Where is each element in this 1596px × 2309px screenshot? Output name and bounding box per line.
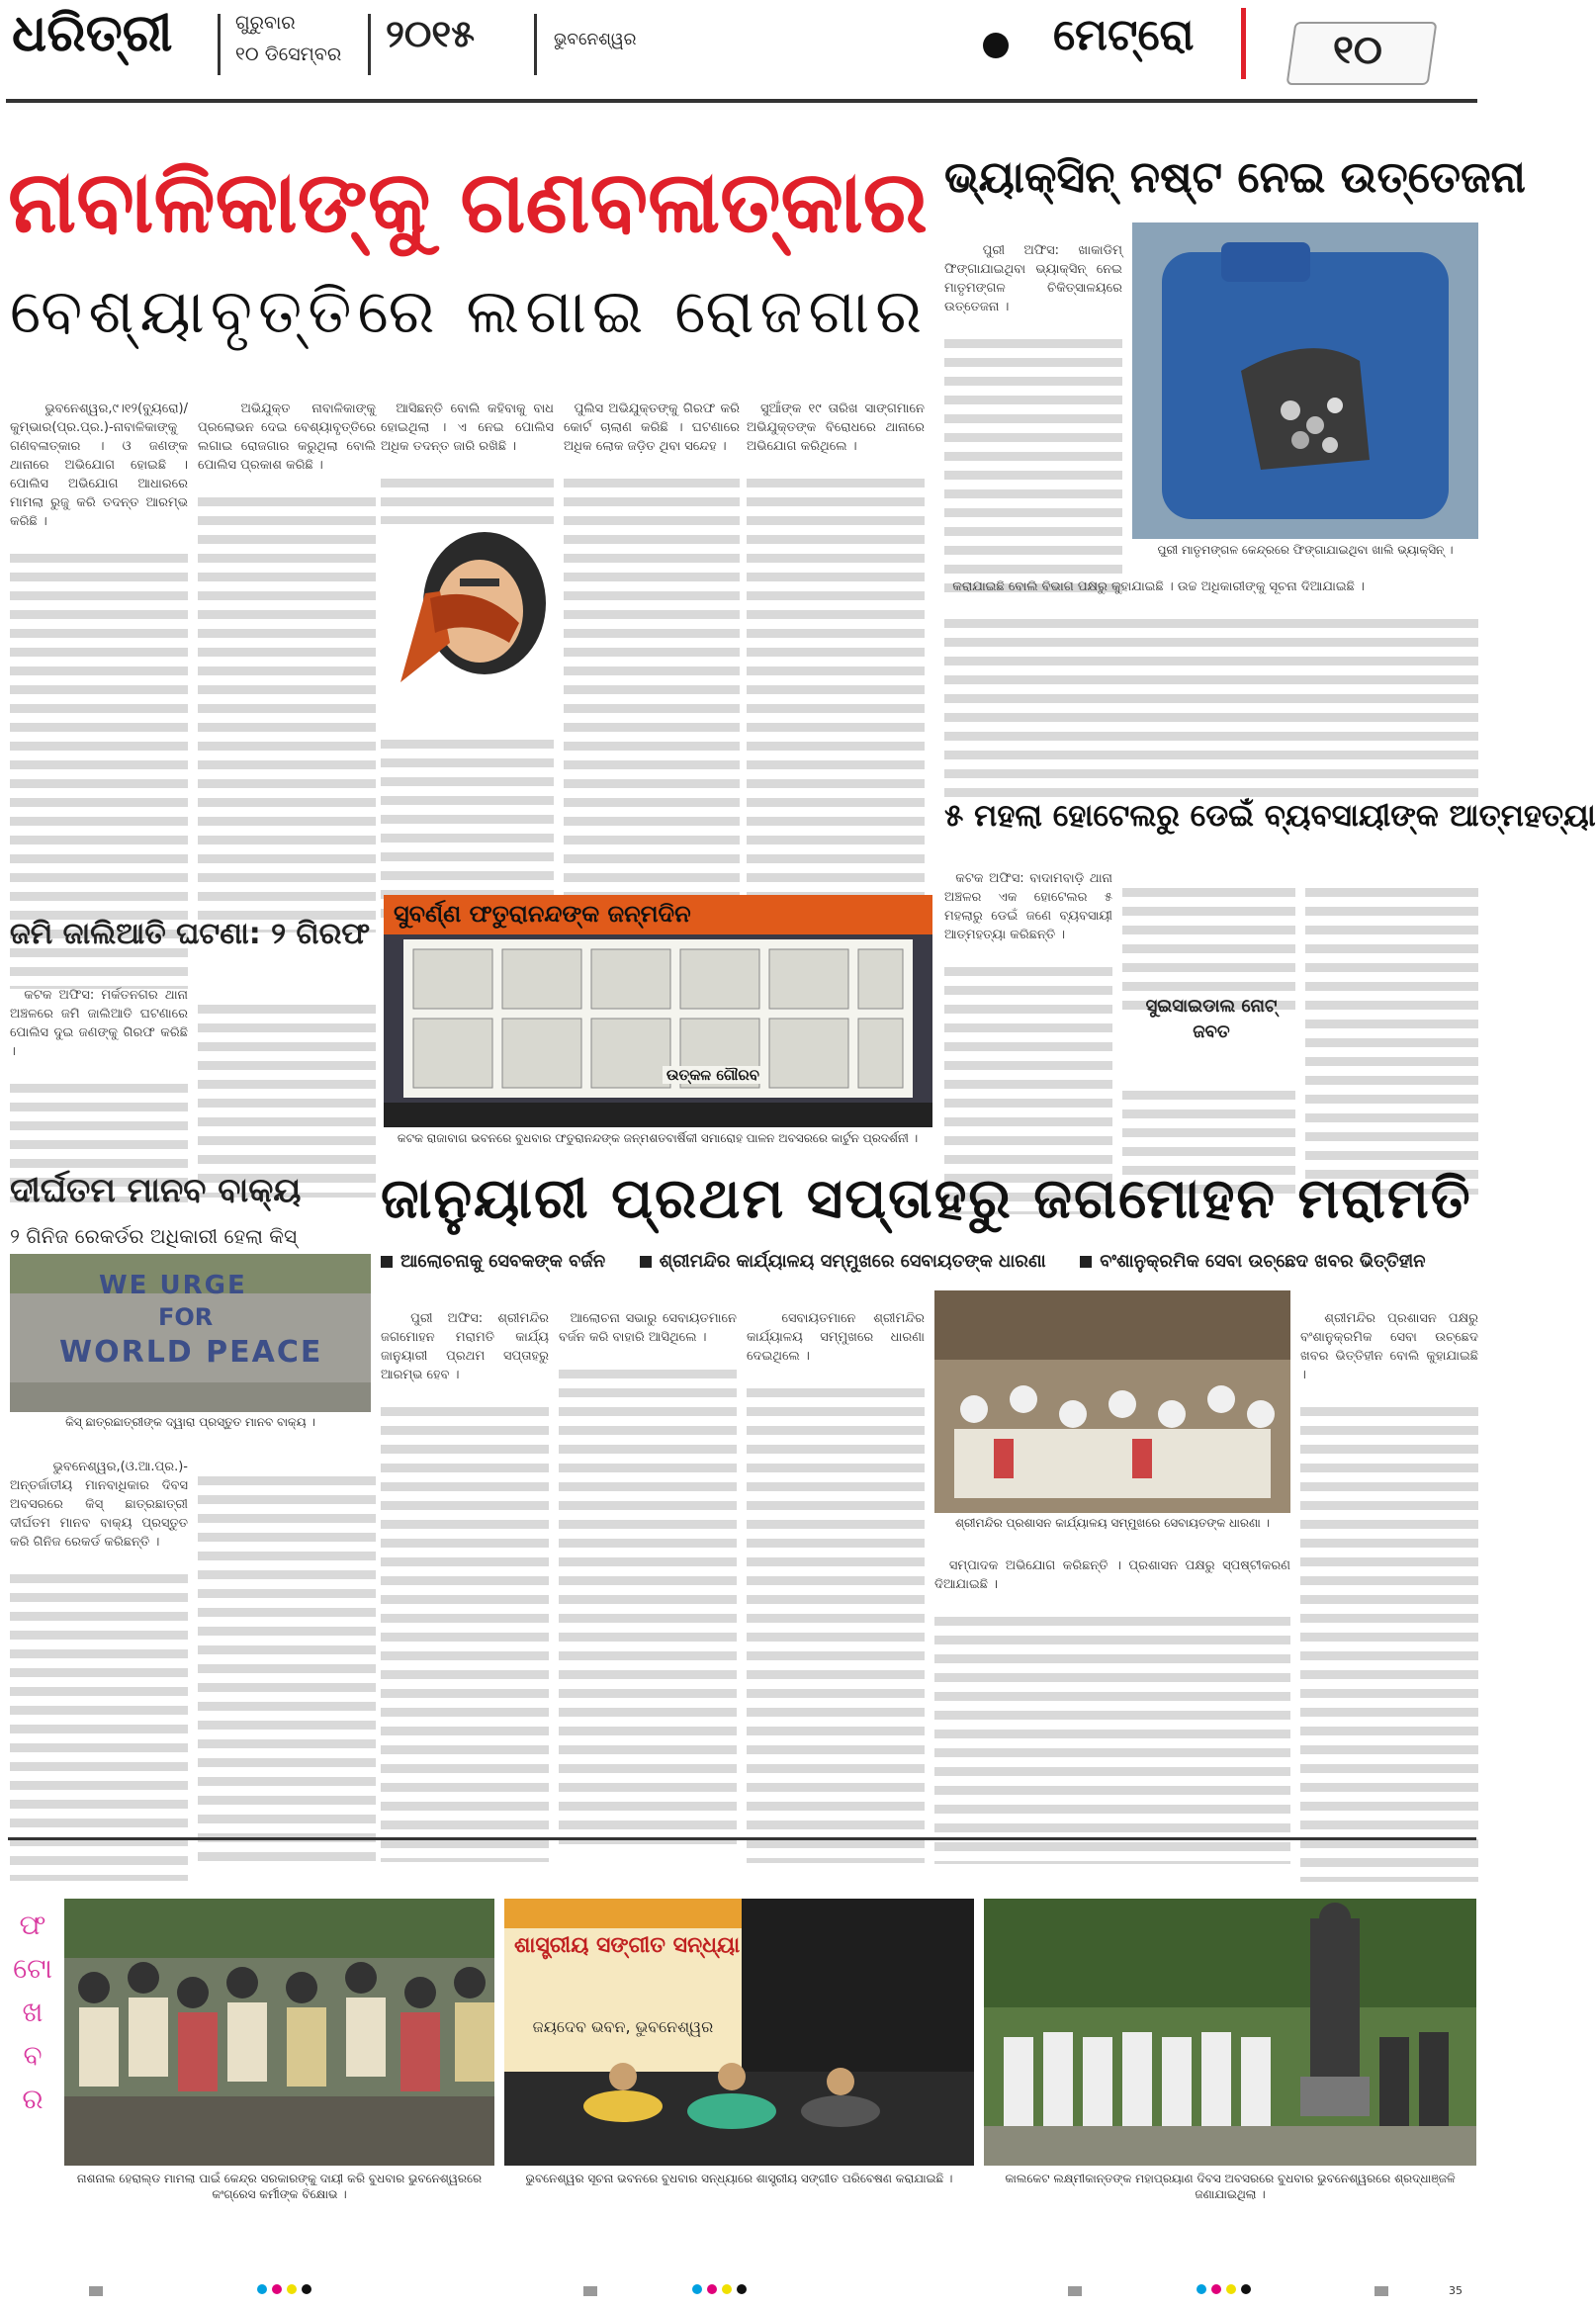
masthead-red-divider xyxy=(1241,8,1246,79)
masthead-logo: ଧରିତ୍ରୀ xyxy=(12,4,173,63)
jagamohan-col-1 xyxy=(381,1290,554,1829)
jagamohan-col-4-bottom-text: ସମ୍ପାଦକ ଅଭିଯୋଗ କରିଛନ୍ତି । ପ୍ରଶାସନ ପକ୍ଷରୁ ସ୍ପଷ୍ଟୀକରଣ ଦିଆଯାଇଛି । xyxy=(934,1558,1295,1592)
vaccine-text-left xyxy=(944,222,1127,539)
hotel-text-d xyxy=(1305,850,1478,1162)
bullet-square-icon xyxy=(1080,1256,1092,1268)
photo-khabar-letter-4: ବ xyxy=(23,2039,43,2072)
tribute-photo xyxy=(984,1899,1476,2166)
protest-caption: ନାଶନାଲ ହେରାଲ୍ଡ ମାମଲା ପାଇଁ କେନ୍ଦ୍ର ସରକାରଙ୍କୁ ଦାୟୀ କରି ବୁଧବାର ଭୁବନେଶ୍ୱରରେ କଂଗ୍ରେସ କର୍ମୀଙ୍କ ବିକ୍ଷୋଭ । xyxy=(76,2172,483,2201)
cartoon-banner: ସୁବର୍ଣ୍ଣ ଫତୁରାନନ୍ଦଙ୍କ ଜନ୍ମଦିନ xyxy=(394,900,691,928)
masthead-year: ୨୦୧୫ xyxy=(386,12,475,55)
footer-code: 35 xyxy=(1449,2284,1463,2297)
lead-col-1 xyxy=(10,381,193,895)
bullet-square-icon xyxy=(640,1256,652,1268)
section-bullet-icon xyxy=(983,33,1009,58)
jagamohan-bullet-3: ବଂଶାନୁକ୍ରମିକ ସେବା ଉଚ୍ଛେଦ ଖବର ଭିତ୍ତିହୀନ xyxy=(1100,1251,1426,1272)
jagamohan-photo-caption: ଶ୍ରୀମନ୍ଦିର ପ୍ରଶାସନ କାର୍ଯ୍ୟାଳୟ ସମ୍ମୁଖରେ ସେବାୟତଙ୍କ ଧାରଣା । xyxy=(954,1516,1271,1530)
photo-khabar-letter-5: ର xyxy=(22,2083,44,2115)
land-text-body: କଟକ ଅଫିସ: ମର୍କତନଗର ଥାନା ଅଞ୍ଚଳରେ ଜମି ଜାଲିଆତି ଘଟଣାରେ ପୋଲିସ ଦୁଇ ଜଣଙ୍କୁ ଗିରଫ କରିଛି । xyxy=(10,988,193,1059)
masthead-date: ୧୦ ଡିସେମ୍ବର xyxy=(235,44,342,65)
photo-khabar-letter-3: ଖ xyxy=(22,1996,44,2028)
jagamohan-col-3-text: ସେବାୟତମାନେ ଶ୍ରୀମନ୍ଦିର କାର୍ଯ୍ୟାଳୟ ସମ୍ମୁଖରେ ଧାରଣା ଦେଇଥିଲେ । xyxy=(747,1311,930,1364)
longest-photo-text-2: FOR xyxy=(158,1303,214,1331)
longest-text-a xyxy=(10,1439,193,1829)
lead-col-1-text: ଭୁବନେଶ୍ୱର,୯।୧୨(ବ୍ୟୁରୋ)/ କୁମ୍ଭାର(ପ୍ର.ପ୍ର.)-ନାବାଳିକାଙ୍କୁ ଗଣବଳାତ୍କାର । ଓ ଜଣଙ୍କ ଥାନାରେ ଅଭିଯୋଗ ହୋଇଛି । ପୋଲିସ ଅଭିଯୋଗ ଆଧାରରେ ମାମଲା ରୁଜୁ କରି ତଦନ୍ତ ଆରମ୍ଭ କରିଛି । xyxy=(10,401,193,529)
vaccine-headline: ଭ୍ୟାକ୍ସିନ୍ ନଷ୍ଟ ନେଇ ଉତ୍ତେଜନା xyxy=(944,152,1526,203)
section-divider xyxy=(8,1837,1476,1840)
lead-col-5 xyxy=(747,381,930,895)
land-text-a xyxy=(10,967,193,1165)
jagamohan-headline: ଜାନୁୟାରୀ ପ୍ରଥମ ସପ୍ତାହରୁ ଜଗମୋହନ ମରାମତି xyxy=(381,1167,1472,1231)
music-banner-title: ଶାସ୍ତ୍ରୀୟ ସଙ୍ଗୀତ ସନ୍ଧ୍ୟା xyxy=(514,1933,741,1958)
lead-subhead: ବେଶ୍ୟାବୃତ୍ତିରେ ଲଗାଇ ରୋଜଗାର xyxy=(10,275,929,347)
lead-col-3-text: ଆସିଛନ୍ତି ବୋଲି କହିବାକୁ ବାଧ ହୋଇଥିଲା । ଏ ନେଇ ପୋଲିସ ଅଧିକ ତଦନ୍ତ ଜାରି ରଖିଛି । xyxy=(381,401,559,454)
longest-caption: କିସ୍ ଛାତ୍ରଛାତ୍ରୀଙ୍କ ଦ୍ୱାରା ପ୍ରସ୍ତୁତ ମାନବ ବାକ୍ୟ । xyxy=(65,1415,315,1429)
lead-headline: ନାବାଳିକାଙ୍କୁ ଗଣବଳାତ୍କାର xyxy=(8,153,928,252)
jagamohan-col-5-text: ଶ୍ରୀମନ୍ଦିର ପ୍ରଶାସନ ପକ୍ଷରୁ ବଂଶାନୁକ୍ରମିକ ସେବା ଉଚ୍ଛେଦ ଖବର ଭିତ୍ତିହୀନ ବୋଲି କୁହାଯାଇଛି । xyxy=(1300,1311,1483,1382)
protest-photo xyxy=(64,1899,494,2166)
hotel-text-a xyxy=(944,850,1117,1162)
masthead-section: ମେଟ୍ରୋ xyxy=(1053,10,1195,60)
vaccine-text-bottom xyxy=(944,559,1478,786)
jagamohan-photo xyxy=(934,1290,1290,1513)
photo-khabar-letter-2: ଟୋ xyxy=(13,1952,52,1985)
vaccine-photo xyxy=(1132,222,1478,539)
jagamohan-bullet-2: ଶ୍ରୀମନ୍ଦିର କାର୍ଯ୍ୟାଳୟ ସମ୍ମୁଖରେ ସେବାୟତଙ୍କ ଧାରଣା xyxy=(659,1251,1046,1272)
lead-col-4-text: ପୁଲିସ ଅଭିଯୁକ୍ତଙ୍କୁ ଗିରଫ କରି କୋର୍ଟ ଚାଲାଣ କରିଛି । ଘଟଣାରେ ଅଧିକ ଲୋକ ଜଡ଼ିତ ଥିବା ସନ୍ଦେହ । xyxy=(564,401,745,454)
hotel-text-b xyxy=(1122,850,1295,984)
hotel-note-title: ସୁଇସାଇଡାଲ ନୋଟ୍ ଜବତ xyxy=(1145,996,1278,1042)
lead-col-3 xyxy=(381,381,559,519)
jagamohan-col-3 xyxy=(747,1290,930,1829)
bullet-square-icon xyxy=(381,1256,393,1268)
page-number: ୧୦ xyxy=(1333,28,1382,73)
longest-headline: ଦୀର୍ଘତମ ମାନବ ବାକ୍ୟ xyxy=(10,1171,302,1210)
tribute-caption: କାଲକେଟ ଲକ୍ଷ୍ମୀକାନ୍ତଙ୍କ ମହାପ୍ରୟାଣ ଦିବସ ଅବସରରେ ବୁଧବାର ଭୁବନେଶ୍ୱରରେ ଶ୍ରଦ୍ଧାଞ୍ଜଳି ଜଣାଯାଇଥିଲା । xyxy=(1005,2172,1456,2201)
photo-khabar-letter-1: ଫ xyxy=(19,1909,46,1941)
lead-illustration xyxy=(381,524,559,692)
jagamohan-bullet-1: ଆଲୋଚନାକୁ ସେବକଙ୍କ ବର୍ଜନ xyxy=(400,1251,606,1272)
cartoon-photo xyxy=(384,895,932,1127)
photo-khabar-label xyxy=(8,1904,57,2131)
lead-col-4 xyxy=(564,381,745,895)
jagamohan-col-1-text: ପୁରୀ ଅଫିସ: ଶ୍ରୀମନ୍ଦିର ଜଗମୋହନ ମରାମତି କାର୍ଯ୍ୟ ଜାନୁୟାରୀ ପ୍ରଥମ ସପ୍ତାହରୁ ଆରମ୍ଭ ହେବ । xyxy=(381,1311,554,1382)
masthead-day: ଗୁରୁବାର xyxy=(235,12,296,34)
land-headline: ଜମି ଜାଲିଆତି ଘଟଣା: ୨ ଗିରଫ xyxy=(10,917,371,951)
longest-photo-text-1: WE URGE xyxy=(99,1271,247,1300)
masthead xyxy=(0,0,1483,107)
vaccine-text-left-body: ପୁରୀ ଅଫିସ: ଖାକାଡିମ୍ ଫିଙ୍ଗାଯାଇଥିବା ଭ୍ୟାକ୍ସିନ୍ ନେଇ ମାତୃମଙ୍ଗଳ ଚିକିତ୍ସାଳୟରେ ଉତ୍ତେଜନା । xyxy=(944,243,1127,314)
music-caption: ଭୁବନେଶ୍ୱର ସୂଚନା ଭବନରେ ବୁଧବାର ସନ୍ଧ୍ୟାରେ ଶାସ୍ତ୍ରୀୟ ସଙ୍ଗୀତ ପରିବେଷଣ କରାଯାଇଛି । xyxy=(525,2172,953,2185)
jagamohan-col-5 xyxy=(1300,1290,1483,1829)
jagamohan-bullets xyxy=(381,1251,1478,1283)
hotel-headline: ୫ ମହଲା ହୋଟେଲରୁ ଡେଇଁ ବ୍ୟବସାୟୀଙ୍କ ଆତ୍ମହତ୍ୟା xyxy=(944,798,1596,834)
music-banner-sub: ଜୟଦେବ ଭବନ, ଭୁବନେଶ୍ୱର xyxy=(532,2017,714,2036)
longest-photo-text-3: WORLD PEACE xyxy=(59,1335,323,1370)
longest-text-b xyxy=(198,1439,376,1829)
vaccine-text-bottom-body: କରାଯାଇଛି ବୋଲି ବିଭାଗ ପକ୍ଷରୁ କୁହାଯାଇଛି । ଉଚ୍ଚ ଅଧିକାରୀଙ୍କୁ ସୂଚନା ଦିଆଯାଇଛି । xyxy=(952,579,1365,594)
jagamohan-col-4-bottom xyxy=(934,1538,1295,1829)
vaccine-caption: ପୁରୀ ମାତୃମଙ୍ଗଳ କେନ୍ଦ୍ରରେ ଫିଙ୍ଗାଯାଇଥିବା ଖାଲି ଭ୍ୟାକ୍ସିନ୍ । xyxy=(1157,543,1454,557)
masthead-city: ଭୁବନେଶ୍ୱର xyxy=(554,30,637,49)
lead-col-2-text: ଅଭିଯୁକ୍ତ ନାବାଳିକାଙ୍କୁ ପ୍ରଲୋଭନ ଦେଇ ବେଶ୍ୟାବୃତ୍ତିରେ ଲଗାଇ ରୋଜଗାର କରୁଥିଲା ବୋଲି ପୋଲିସ ପ୍ରକାଶ କରିଛି । xyxy=(198,401,381,473)
land-text-b xyxy=(198,967,376,1165)
cartoon-label: ଉତ୍କଳ ଗୌରବ xyxy=(663,1066,763,1084)
cartoon-caption: କଟକ ରାଜାବାଗ ଭବନରେ ବୁଧବାର ଫତୁରାନନ୍ଦଙ୍କ ଜନ୍ମଶତବାର୍ଷିକୀ ସମାରୋହ ପାଳନ ଅବସରରେ କାର୍ଟୁନ ପ୍ରଦର୍ଶନୀ । xyxy=(397,1131,919,1145)
lead-col-2 xyxy=(198,381,381,895)
lead-col-5-text: ସୁଆଁଙ୍କ ୧୯ ତାରିଖ ସାଙ୍ଗମାନେ ଅଭିଯୁକ୍ତଙ୍କ ବିରୋଧରେ ଥାନାରେ ଅଭିଯୋଗ କରିଥିଲେ । xyxy=(747,401,930,454)
longest-text-body: ଭୁବନେଶ୍ୱର,(ଓ.ଆ.ପ୍ର.)- ଅନ୍ତର୍ଜାତୀୟ ମାନବାଧିକାର ଦିବସ ଅବସରରେ କିସ୍ ଛାତ୍ରଛାତ୍ରୀ ଦୀର୍ଘତମ ମାନବ ବାକ୍ୟ ପ୍ରସ୍ତୁତ କରି ଗିନିଜ ରେକର୍ଡ କରିଛନ୍ତି । xyxy=(10,1460,193,1550)
jagamohan-col-2 xyxy=(559,1290,742,1829)
print-registration-marks xyxy=(0,2274,1483,2309)
hotel-text-c xyxy=(1122,1053,1295,1162)
jagamohan-col-2-text: ଆଲୋଚନା ସଭାରୁ ସେବାୟତମାନେ ବର୍ଜନ କରି ବାହାରି ଆସିଥିଲେ । xyxy=(559,1311,742,1345)
hotel-text-body: କଟକ ଅଫିସ: ବାଦାମବାଡ଼ି ଥାନା ଅଞ୍ଚଳର ଏକ ହୋଟେଲର ୫ ମହଲାରୁ ଡେଇଁ ଜଣେ ବ୍ୟବସାୟୀ ଆତ୍ମହତ୍ୟା କରିଛନ୍ତି । xyxy=(944,871,1117,942)
longest-subhead: ୨ ଗିନିଜ ରେକର୍ଡର ଅଧିକାରୀ ହେଲା କିସ୍ xyxy=(10,1224,298,1248)
lead-col-3b xyxy=(381,702,554,895)
